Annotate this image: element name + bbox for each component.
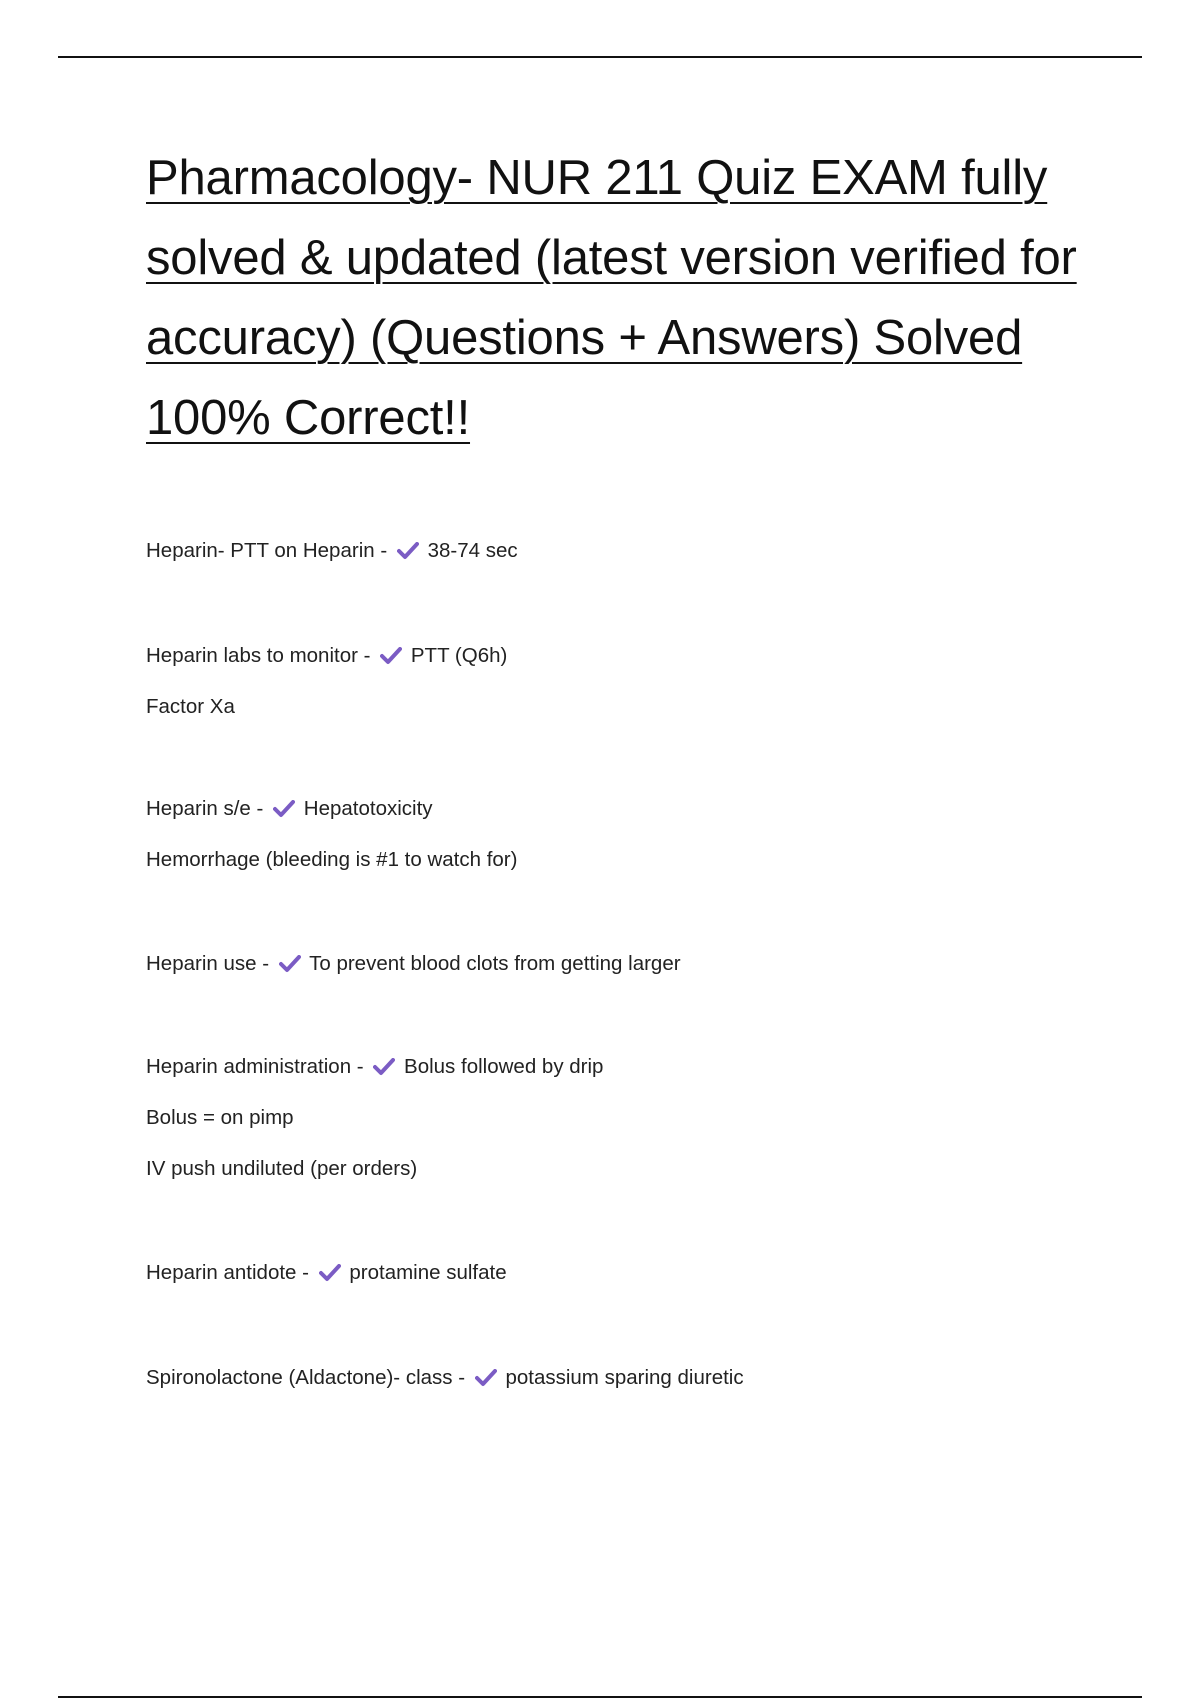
checkmark-icon <box>475 1369 497 1387</box>
qa-answer: 38-74 sec <box>427 539 518 562</box>
checkmark-icon <box>373 1058 395 1076</box>
qa-question: Heparin s/e - <box>146 797 264 820</box>
qa-question-line <box>146 794 517 824</box>
document-title: Pharmacology- NUR 211 Quiz EXAM fully solved & updated (latest version verified for accuracy) (Questions + Answers) Solved 100% Correct!! <box>146 151 1077 445</box>
qa-answer-continuation: Hemorrhage (bleeding is #1 to watch for) <box>146 848 518 871</box>
checkmark-icon <box>273 800 295 818</box>
qa-question-line <box>146 1363 744 1393</box>
top-rule <box>58 56 1142 58</box>
qa-question-line <box>146 1258 507 1288</box>
qa-question: Heparin administration - <box>146 1055 364 1078</box>
qa-item <box>146 1258 507 1288</box>
qa-item <box>146 1363 744 1393</box>
qa-item <box>146 641 507 722</box>
qa-answer-continuation: IV push undiluted (per orders) <box>146 1157 418 1180</box>
qa-item <box>146 794 517 875</box>
qa-answer: Bolus followed by drip <box>404 1055 604 1078</box>
qa-answer: Hepatotoxicity <box>303 797 433 820</box>
qa-question: Heparin antidote - <box>146 1261 309 1284</box>
checkmark-icon <box>319 1264 341 1282</box>
qa-answer-continuation: Bolus = on pimp <box>146 1106 294 1129</box>
qa-question: Heparin use - <box>146 952 270 975</box>
qa-answer: potassium sparing diuretic <box>505 1366 744 1389</box>
qa-item <box>146 1052 603 1184</box>
qa-answer: To prevent blood clots from getting larger <box>309 952 681 975</box>
qa-question: Heparin- PTT on Heparin - <box>146 539 388 562</box>
checkmark-icon <box>380 647 402 665</box>
checkmark-icon <box>397 542 419 560</box>
qa-item <box>146 949 681 979</box>
qa-question-line <box>146 1052 603 1082</box>
bottom-rule <box>58 1696 1142 1698</box>
qa-question: Heparin labs to monitor - <box>146 644 371 667</box>
checkmark-icon <box>279 955 301 973</box>
qa-answer: protamine sulfate <box>349 1261 507 1284</box>
qa-answer-continuation: Factor Xa <box>146 695 235 718</box>
qa-question-line <box>146 949 681 979</box>
qa-question-line <box>146 536 518 566</box>
qa-item <box>146 536 518 566</box>
qa-answer: PTT (Q6h) <box>410 644 508 667</box>
qa-question-line <box>146 641 507 671</box>
qa-question: Spironolactone (Aldactone)- class - <box>146 1366 466 1389</box>
